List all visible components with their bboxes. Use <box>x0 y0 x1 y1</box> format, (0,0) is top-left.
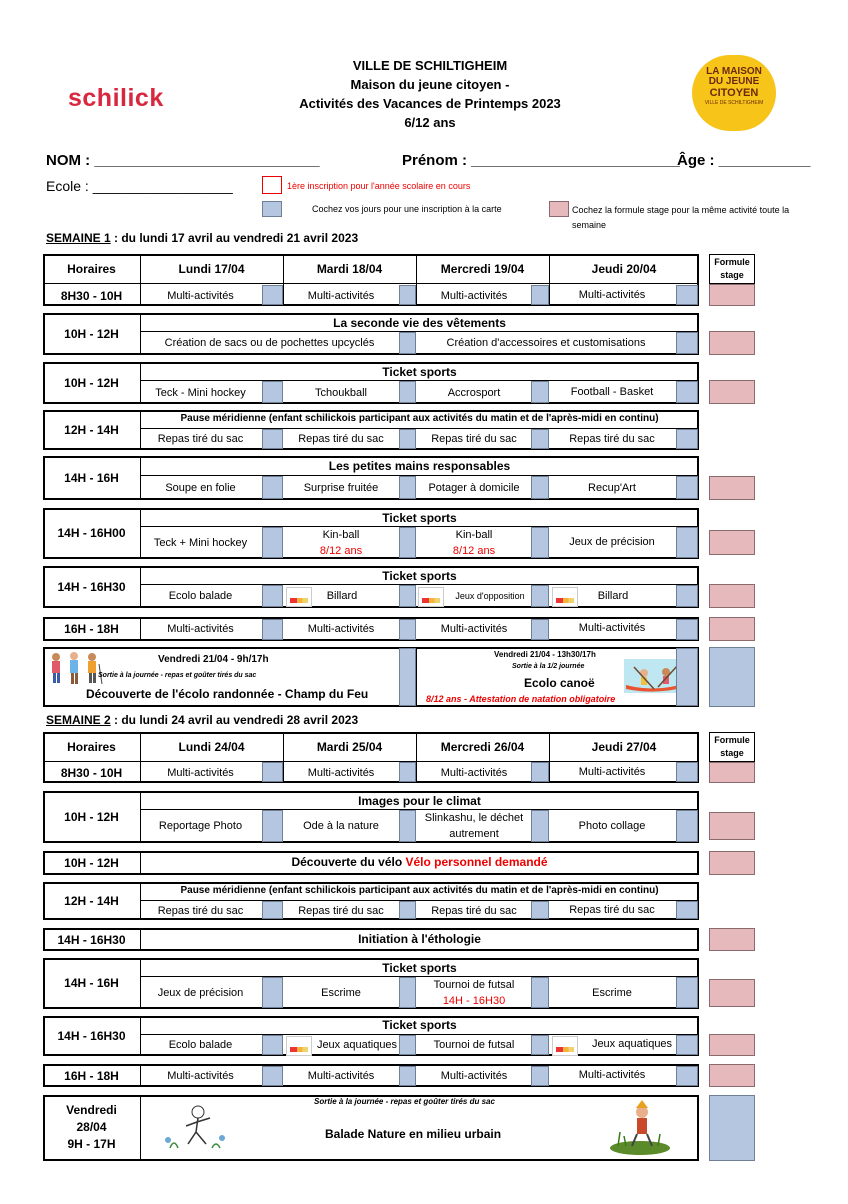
w1-fri-formule[interactable] <box>709 647 755 707</box>
w1r6-c3: Kin-ball <box>455 529 493 541</box>
week1-day-mon: Lundi 17/04 <box>178 262 245 276</box>
w1r4-chk-thu[interactable] <box>676 429 698 449</box>
w1r7-formule[interactable] <box>709 584 755 608</box>
w1r1-c2: Multi-activités <box>307 290 375 302</box>
w1r5-title: Les petites mains responsables <box>328 459 511 473</box>
w1-fri-pm-date: Vendredi 21/04 - 13h30/17h <box>494 650 596 659</box>
week2-day-mon: Lundi 24/04 <box>178 740 245 754</box>
w2r4-c3: Repas tiré du sac <box>431 905 517 917</box>
w1r5-c2: Surprise fruitée <box>303 482 379 494</box>
w1r2-a: Création de sacs ou de pochettes upcyclés <box>164 337 375 349</box>
w1r8-c2: Multi-activités <box>307 623 375 635</box>
w2r2-formule[interactable] <box>709 812 755 840</box>
w2r2-c4: Photo collage <box>578 820 646 832</box>
w2r7-formule[interactable] <box>709 1034 755 1056</box>
w1r3-c3: Accrosport <box>447 387 501 399</box>
walking-kid-illustration-icon <box>160 1104 230 1152</box>
w1r8-c4: Multi-activités <box>578 622 646 634</box>
w1r7-chk-wed[interactable] <box>531 585 549 607</box>
w2r8-time: 16H - 18H <box>64 1069 119 1083</box>
w1r5-chk-thu[interactable] <box>676 476 698 499</box>
w2-fri-day: Vendredi <box>66 1103 117 1117</box>
w1r8-c3: Multi-activités <box>440 623 508 635</box>
w1r8-chk-wed[interactable] <box>531 619 549 640</box>
w2r8-chk-tue[interactable] <box>399 1066 416 1086</box>
w1r6-formule[interactable] <box>709 530 755 555</box>
w1r6-c2: Kin-ball <box>322 529 360 541</box>
w2r6-c3: Tournoi de futsal <box>433 979 515 991</box>
w1r8-formule[interactable] <box>709 617 755 641</box>
w1r5-time: 14H - 16H <box>64 471 119 485</box>
w1r2-b: Création d'accessoires et customisations <box>446 337 646 349</box>
week2-day-thu: Jeudi 27/04 <box>591 740 657 754</box>
w1r7-c1: Ecolo balade <box>168 590 233 602</box>
w1-fri-chk-left[interactable] <box>399 648 416 706</box>
w2r1-chk-thu[interactable] <box>676 762 698 782</box>
w2r8-chk-thu[interactable] <box>676 1066 698 1086</box>
w2r5-title: Initiation à l'éthologie <box>358 932 481 946</box>
w1r1-c3: Multi-activités <box>440 290 508 302</box>
week1-title: SEMAINE 1 <box>46 231 111 245</box>
w2r2-chk-mon[interactable] <box>262 810 283 842</box>
w1r2-time: 10H - 12H <box>64 327 119 341</box>
week2-dates: : du lundi 24 avril au vendredi 28 avril 2023 <box>110 713 359 727</box>
w2r2-chk-wed[interactable] <box>531 810 549 842</box>
ticket-sports-logo-icon <box>286 1036 312 1056</box>
age-field[interactable]: Âge : ___________ <box>677 152 811 169</box>
w2r6-chk-tue[interactable] <box>399 977 416 1008</box>
header-city: VILLE DE SCHILTIGHEIM <box>352 58 508 73</box>
w1r1-chk-mon[interactable] <box>262 285 283 305</box>
week2-horaires: Horaires <box>67 740 116 754</box>
legend-blue-box <box>262 201 282 217</box>
w1r1-chk-wed[interactable] <box>531 285 549 305</box>
w1r4-title: Pause méridienne (enfant schilickois participant aux activités du matin et de l'après-midi en continu) <box>180 413 659 424</box>
w2r3-requirement: Vélo personnel demandé <box>405 855 548 869</box>
w1r4-c2: Repas tiré du sac <box>298 433 384 445</box>
prenom-field[interactable]: Prénom : _________________________ <box>402 152 680 169</box>
w1r6-chk-wed[interactable] <box>531 527 549 558</box>
w2r2-c3: Slinkashu, le déchet <box>424 812 524 824</box>
w2r5-formule[interactable] <box>709 928 755 951</box>
w2-fri-date <box>43 1102 140 1153</box>
w1-fri-pm-requirement: 8/12 ans - Attestation de natation obligatoire <box>426 694 616 704</box>
w1r6-c4: Jeux de précision <box>569 536 655 548</box>
w1r3-chk-wed[interactable] <box>531 381 549 403</box>
w1r6-c2-age: 8/12 ans <box>319 545 363 557</box>
legend-blue-text: Cochez vos jours pour une inscription à la carte <box>312 204 502 214</box>
first-registration-checkbox[interactable] <box>262 176 282 194</box>
w2r6-c4: Escrime <box>592 987 632 999</box>
w2r6-formule[interactable] <box>709 979 755 1007</box>
w2r6-c1: Jeux de précision <box>157 987 244 999</box>
w2r4-c2: Repas tiré du sac <box>298 905 384 917</box>
w2r7-c4: Jeux aquatiques <box>591 1038 673 1050</box>
logo-line3: CITOYEN <box>709 87 759 99</box>
w1r7-title: Ticket sports <box>382 569 457 583</box>
w2r3-time: 10H - 12H <box>64 856 119 870</box>
w1r2-chk-a[interactable] <box>399 332 416 354</box>
w1r5-c4: Recup'Art <box>588 482 636 494</box>
w1r2-title: La seconde vie des vêtements <box>333 316 506 330</box>
w2r4-title: Pause méridienne (enfant schilickois participant aux activités du matin et de l'après-midi en continu) <box>180 885 659 896</box>
w2r8-c4: Multi-activités <box>578 1069 646 1081</box>
w2r8-c1: Multi-activités <box>167 1070 234 1082</box>
w2r2-time: 10H - 12H <box>64 810 119 824</box>
w2r6-chk-mon[interactable] <box>262 977 283 1008</box>
w2r1-time: 8H30 - 10H <box>60 766 123 780</box>
ticket-sports-logo-icon <box>286 587 312 607</box>
w1-fri-date: Vendredi 21/04 - 9h/17h <box>158 654 269 665</box>
w1r8-c1: Multi-activités <box>167 623 234 635</box>
week2-title: SEMAINE 2 <box>46 713 111 727</box>
w2r7-chk-wed[interactable] <box>531 1035 549 1055</box>
w1r1-time: 8H30 - 10H <box>60 289 123 303</box>
w1r6-chk-thu[interactable] <box>676 527 698 558</box>
w1r6-time: 14H - 16H00 <box>57 526 126 540</box>
w1r6-c1: Teck + Mini hockey <box>153 537 248 549</box>
w2r4-chk-mon[interactable] <box>262 901 283 919</box>
w2r1-c2: Multi-activités <box>307 767 375 779</box>
w1r8-chk-thu[interactable] <box>676 619 698 640</box>
w2r8-formule[interactable] <box>709 1064 755 1087</box>
w2r7-title: Ticket sports <box>382 1018 457 1032</box>
w1r7-c3: Jeux d'opposition <box>455 591 525 601</box>
logo-line1: LA MAISON <box>706 66 762 77</box>
w2r7-chk-tue[interactable] <box>399 1035 416 1055</box>
w1r3-formule[interactable] <box>709 380 755 404</box>
w2r6-time: 14H - 16H <box>64 976 119 990</box>
w2r4-chk-wed[interactable] <box>531 901 549 919</box>
legend-red-text: 1ère inscription pour l'année scolaire en cours <box>287 181 471 191</box>
w1r7-c4: Billard <box>597 590 629 602</box>
w1-fri-note: Sortie à la journée - repas et goûter tirés du sac <box>98 672 257 679</box>
ticket-sports-logo-icon <box>552 587 578 607</box>
w1r2-chk-b[interactable] <box>676 332 698 354</box>
w2-fri-activity: Balade Nature en milieu urbain <box>325 1127 502 1141</box>
week2-day-tue: Mardi 25/04 <box>316 740 383 754</box>
ticket-sports-logo-icon <box>418 587 444 607</box>
w2r7-chk-mon[interactable] <box>262 1035 283 1055</box>
w1-fri-activity: Découverte de l'écolo randonnée - Champ du Feu <box>86 687 369 701</box>
header-org: Maison du jeune citoyen - <box>350 77 510 92</box>
w1r7-chk-thu[interactable] <box>676 585 698 607</box>
w1r1-chk-thu[interactable] <box>676 285 698 305</box>
w2r3-title: Découverte du vélo <box>291 855 406 869</box>
ticket-sports-logo-icon <box>552 1036 578 1056</box>
logo-schilick: schilick <box>68 84 164 112</box>
nature-kid-illustration-icon <box>606 1096 674 1156</box>
w1r6-title: Ticket sports <box>382 511 457 525</box>
w1r8-chk-tue[interactable] <box>399 619 416 640</box>
w1r5-c3: Potager à domicile <box>428 482 520 494</box>
nom-field[interactable]: NOM : ___________________________ <box>46 152 320 169</box>
w2r7-time: 14H - 16H30 <box>57 1029 126 1043</box>
week1-dates: : du lundi 17 avril au vendredi 21 avril 2023 <box>110 231 359 245</box>
w1r5-chk-tue[interactable] <box>399 476 416 499</box>
w1r3-c4: Football - Basket <box>570 386 654 398</box>
w1r4-time: 12H - 14H <box>64 423 119 437</box>
w2r2-c1: Reportage Photo <box>158 820 243 832</box>
w2r8-c2: Multi-activités <box>307 1070 375 1082</box>
w2-fri-formule[interactable] <box>709 1095 755 1161</box>
w1r1-chk-tue[interactable] <box>399 285 416 305</box>
w2r1-formule[interactable] <box>709 762 755 783</box>
w1r3-time: 10H - 12H <box>64 376 119 390</box>
w2-fri-daydate: 28/04 <box>76 1120 107 1134</box>
w1r3-chk-thu[interactable] <box>676 381 698 403</box>
week1-day-tue: Mardi 18/04 <box>316 262 383 276</box>
w2r2-chk-tue[interactable] <box>399 810 416 842</box>
w1-fri-chk-right[interactable] <box>676 648 698 706</box>
w1r1-formule[interactable] <box>709 284 755 306</box>
logo-line2: DU JEUNE <box>708 76 760 87</box>
w2r8-chk-wed[interactable] <box>531 1066 549 1086</box>
w2r1-chk-tue[interactable] <box>399 762 416 782</box>
w2r8-chk-mon[interactable] <box>262 1066 283 1086</box>
w1r4-c4: Repas tiré du sac <box>569 433 655 445</box>
page-title: Activités des Vacances de Printemps 2023 <box>299 96 561 111</box>
w1r3-c1: Teck - Mini hockey <box>155 387 246 399</box>
week2-heading <box>46 713 358 727</box>
w2r1-c3: Multi-activités <box>440 767 508 779</box>
page-header <box>230 56 630 132</box>
w2-fri-note: Sortie à la journée - repas et goûter tirés du sac <box>314 1097 495 1106</box>
w1r5-chk-wed[interactable] <box>531 476 549 499</box>
week2-day-wed: Mercredi 26/04 <box>440 740 525 754</box>
w2r4-chk-thu[interactable] <box>676 901 698 919</box>
w2r3-title-wrap <box>140 855 699 869</box>
w1r7-time: 14H - 16H30 <box>57 580 126 594</box>
week1-day-wed: Mercredi 19/04 <box>440 262 525 276</box>
ecole-field[interactable]: Ecole : __________________ <box>46 178 233 194</box>
w2r6-chk-wed[interactable] <box>531 977 549 1008</box>
week1-horaires: Horaires <box>67 262 116 276</box>
logo-line4: VILLE DE SCHILTIGHEIM <box>704 100 764 106</box>
week1-formule-header: Formule stage <box>709 254 755 284</box>
w1r5-chk-mon[interactable] <box>262 476 283 499</box>
w1r1-c1: Multi-activités <box>167 290 234 302</box>
w2r6-title: Ticket sports <box>382 961 457 975</box>
w1r8-chk-mon[interactable] <box>262 619 283 640</box>
w1-fri-pm-note: Sortie à la 1/2 journée <box>512 663 585 670</box>
w1r4-chk-tue[interactable] <box>399 429 416 449</box>
w2r6-chk-thu[interactable] <box>676 977 698 1008</box>
w2r2-c2: Ode à la nature <box>303 820 379 832</box>
w1r7-chk-mon[interactable] <box>262 585 283 607</box>
w1r4-chk-wed[interactable] <box>531 429 549 449</box>
w1r6-chk-tue[interactable] <box>399 527 416 558</box>
week1-day-thu: Jeudi 20/04 <box>591 262 657 276</box>
w1r1-c4: Multi-activités <box>578 289 646 301</box>
w2r1-chk-wed[interactable] <box>531 762 549 782</box>
w1r3-c2: Tchoukball <box>315 387 367 399</box>
w2r2-title: Images pour le climat <box>358 794 481 808</box>
w1r7-chk-tue[interactable] <box>399 585 416 607</box>
w2r3-formule[interactable] <box>709 851 755 875</box>
age-group: 6/12 ans <box>404 115 456 130</box>
w2r1-c1: Multi-activités <box>167 767 234 779</box>
w2r7-chk-thu[interactable] <box>676 1035 698 1055</box>
w1r6-c3-age: 8/12 ans <box>452 545 496 557</box>
w2r8-c3: Multi-activités <box>440 1070 508 1082</box>
w1r4-c3: Repas tiré du sac <box>431 433 517 445</box>
legend-pink-text: Cochez la formule stage pour la même activité toute la semaine <box>572 205 790 230</box>
legend-pink-box <box>549 201 569 217</box>
w2r1-c4: Multi-activités <box>578 766 646 778</box>
w2r4-chk-tue[interactable] <box>399 901 416 919</box>
w2r7-c1: Ecolo balade <box>168 1039 233 1051</box>
w2r2-chk-thu[interactable] <box>676 810 698 842</box>
w1r5-c1: Soupe en folie <box>165 482 236 494</box>
w2r4-time: 12H - 14H <box>64 894 119 908</box>
w2r1-chk-mon[interactable] <box>262 762 283 782</box>
w2r5-time: 14H - 16H30 <box>57 933 126 947</box>
week1-heading <box>46 231 358 245</box>
w2-fri-hours: 9H - 17H <box>67 1137 116 1151</box>
w2r7-c2: Jeux aquatiques <box>316 1039 398 1051</box>
w1r4-chk-mon[interactable] <box>262 429 283 449</box>
w2r6-c3-time: 14H - 16H30 <box>442 995 506 1007</box>
hikers-illustration-icon <box>46 650 104 686</box>
w1r7-c2: Billard <box>326 590 358 602</box>
w2r7-c3: Tournoi de futsal <box>433 1039 515 1051</box>
w2r4-c1: Repas tiré du sac <box>157 905 244 917</box>
w2r4-c4: Repas tiré du sac <box>569 904 655 916</box>
week2-formule-header: Formule stage <box>709 732 755 762</box>
w1r6-chk-mon[interactable] <box>262 527 283 558</box>
logo-maison-du-jeune-citoyen <box>692 55 776 131</box>
w1r3-title: Ticket sports <box>382 365 457 379</box>
w2r2-c3b: autrement <box>449 828 499 840</box>
w1r3-chk-tue[interactable] <box>399 381 416 403</box>
w1-fri-pm-activity: Ecolo canoë <box>524 676 595 690</box>
w1r5-formule[interactable] <box>709 476 755 500</box>
w1r4-c1: Repas tiré du sac <box>157 433 244 445</box>
w1r3-chk-mon[interactable] <box>262 381 283 403</box>
w2r6-c2: Escrime <box>321 987 361 999</box>
w1r2-formule[interactable] <box>709 331 755 355</box>
w1r8-time: 16H - 18H <box>64 622 119 636</box>
